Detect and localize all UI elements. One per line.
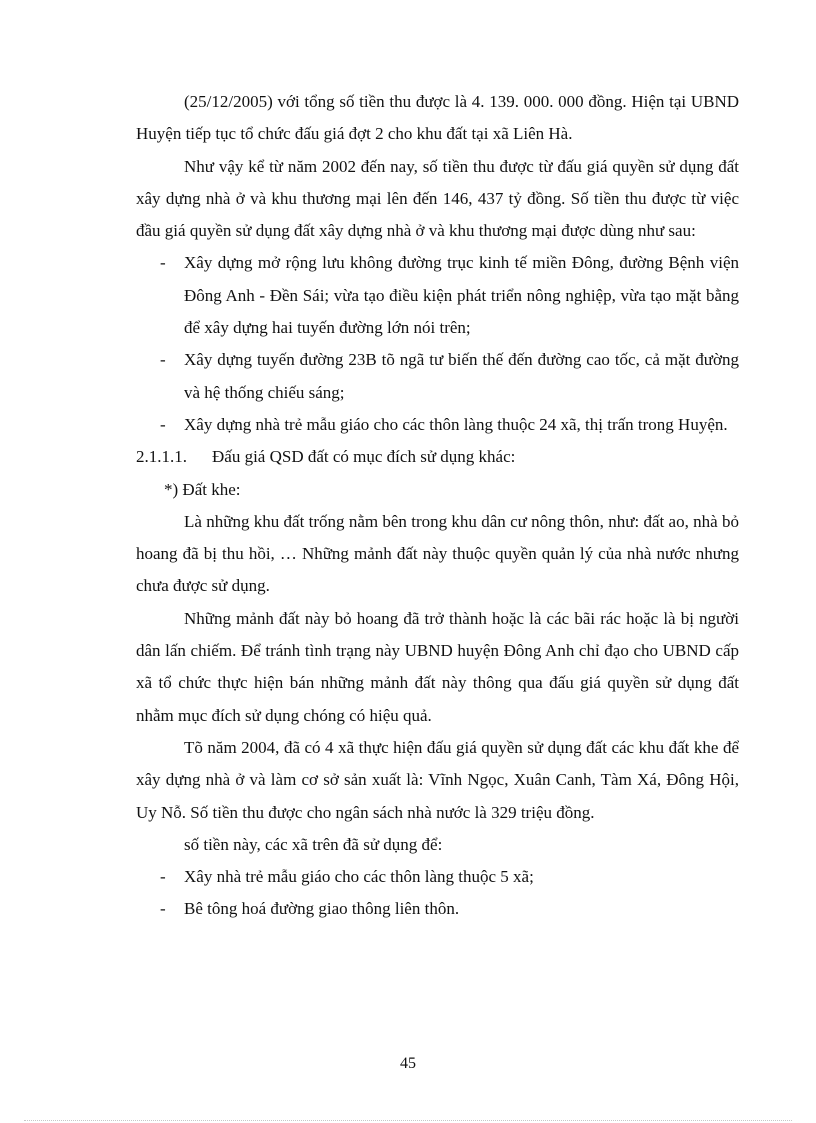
subheading: *) Đất khe: <box>164 479 241 499</box>
list-item-text: Bê tông hoá đường giao thông liên thôn. <box>184 899 460 919</box>
list-item <box>136 247 739 344</box>
list-item-text: Xây dựng nhà trẻ mẫu giáo cho các thôn làng thuộc 24 xã, thị trấn trong Huyện. <box>184 414 728 434</box>
list-item-text: Xây dựng tuyến đường 23B tõ ngã tư biến thế đến đường cao tốc, cả mặt đường và hệ thống chiếu sáng; <box>184 350 739 402</box>
bullet-dash: - <box>160 899 166 919</box>
bullet-dash: - <box>160 867 166 887</box>
section-title: Đấu giá QSD đất có mục đích sử dụng khác: <box>212 447 516 467</box>
section-heading <box>136 441 739 473</box>
footer-divider <box>24 1120 792 1121</box>
bullet-dash: - <box>160 253 166 273</box>
list-item <box>136 893 739 925</box>
paragraph-encroachment: Những mảnh đất này bỏ hoang đã trở thành hoặc là các bãi rác hoặc là bị người dân lấn chiếm. Để tránh tình trạng này UBND huyện Đông Anh chỉ đạo cho UBND cấp xã tổ chức thực hiện bán những mảnh đất này thông qua đấu giá quyền sử dụng đất nhằm mục đích sử dụng chóng có hiệu quả. <box>136 608 739 725</box>
paragraph-revenue-summary: Như vậy kể từ năm 2002 đến nay, số tiền thu được từ đấu giá quyền sử dụng đất xây dựng nhà ở và khu thương mại lên đến 146, 437 tỷ đồng. Số tiền thu được từ việc đầu giá quyền sử dụng đất xây dựng nhà ở và khu thương mại được dùng như sau: <box>136 156 739 241</box>
paragraph-definition: Là những khu đất trống nằm bên trong khu dân cư nông thôn, như: đất ao, nhà bỏ hoang đã bị thu hồi, … Những mảnh đất này thuộc quyền quản lý của nhà nước nhưng chưa được sử dụng. <box>136 511 739 596</box>
list-item <box>136 409 739 441</box>
list-item <box>136 344 739 409</box>
page-content <box>136 86 739 926</box>
list-item-text: Xây nhà trẻ mẫu giáo cho các thôn làng thuộc 5 xã; <box>184 867 534 887</box>
bullet-dash: - <box>160 414 166 434</box>
paragraph-revenue-2005: (25/12/2005) với tổng số tiền thu được là 4. 139. 000. 000 đồng. Hiện tại UBND Huyện tiếp tục tổ chức đấu giá đợt 2 cho khu đất tại xã Liên Hà. <box>136 92 739 144</box>
list-item <box>136 861 739 893</box>
paragraph-usage-intro: số tiền này, các xã trên đã sử dụng để: <box>184 834 443 854</box>
paragraph-auction-2004: Tõ năm 2004, đã có 4 xã thực hiện đấu giá quyền sử dụng đất các khu đất khe để xây dựng nhà ở và làm cơ sở sản xuất là: Vĩnh Ngọc, Xuân Canh, Tàm Xá, Đông Hội, Uy Nỗ. Số tiền thu được cho ngân sách nhà nước là 329 triệu đồng. <box>136 737 739 822</box>
section-number: 2.1.1.1. <box>136 447 187 467</box>
bullet-dash: - <box>160 350 166 370</box>
list-item-text: Xây dựng mở rộng lưu không đường trục kinh tế miền Đông, đường Bệnh viện Đông Anh - Đền Sái; vừa tạo điều kiện phát triển nông nghiệp, vừa tạo mặt bằng để xây dựng hai tuyến đường lớn nói trên; <box>184 253 739 338</box>
page-number: 45 <box>400 1055 416 1072</box>
